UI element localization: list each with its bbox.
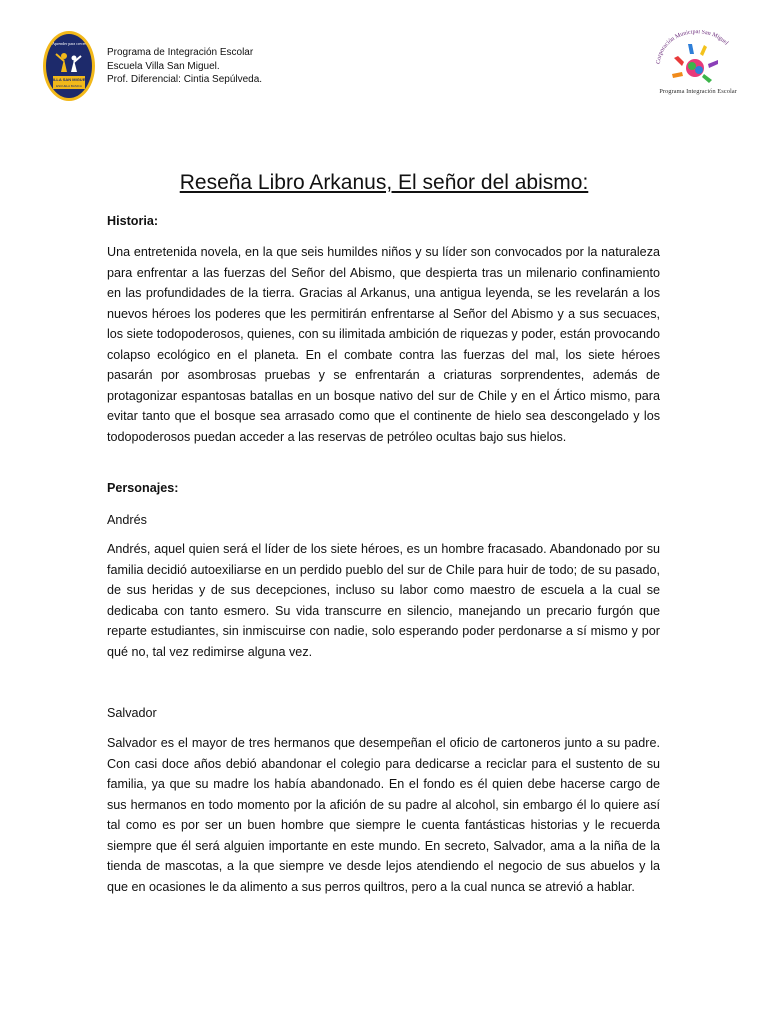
logo-school-type: ESCUELA BASICA: [56, 84, 82, 88]
logo-school-name: VILLA SAN MIGUEL: [50, 77, 88, 82]
salvador-name: Salvador: [107, 706, 157, 720]
school-logo: [42, 30, 96, 102]
header-school: Escuela Villa San Miguel.: [107, 60, 220, 72]
historia-heading: Historia:: [107, 214, 159, 228]
logo-motto: Aprender para crecer: [52, 41, 86, 46]
salvador-paragraph: Salvador es el mayor de tres hermanos que desempeñan el oficio de cartoneros junto a su padre. Con casi doce años debió abandonar el colegio para dedicarse a reciclar para el sustento de su familia, ya que su madre los había abandonado. En el fondo es él quien debe hacerse cargo de sus hermanos en todo momento por la afición de su padre al alcohol, sin embargo él lo quiere así tal como es por ser un buen hombre que siempre le cuenta fantásticas historias y le recuerda siempre que él será alguien importante en este mundo. En secreto, Salvador, ama a la niña de la tienda de mascotas, a la que siempre ve desde lejos atendiendo el negocio de sus abuelos y la que en ocasiones le da alimento a sus perros quiltros, pero a la cual nunca se atrevió a hablar.: [107, 736, 660, 894]
header-block: [107, 46, 262, 87]
historia-paragraph: Una entretenida novela, en la que seis humildes niños y su líder son convocados por la naturaleza para enfrentar a las fuerzas del Señor del Abismo, que despierta tras un milenario confinamiento en las profundidades de la tierra. Gracias al Arkanus, una antigua leyenda, se les revelarán a los nuevos héroes los poderes que les permitirán enfrentarse al Señor del Abismo y a sus secuaces, los siete todopoderosos, quienes, con su ilimitada ambición de riquezas y poder, están provocando colapso ecológico en el planeta. En el combate contra las fuerzas del mal, los siete héroes pasarán por asombrosas pruebas y se enfrentarán a criaturas sorprendentes, además de protagonizar espantosas batallas en un bosque nativo del sur de Chile y en el Ártico mismo, para evitar tanto que el bosque sea arrasado como que el continente de hielo sea descongelado y los todopoderosos puedan acceder a las reservas de petróleo ocultas bajo sus hielos.: [107, 245, 660, 444]
header-program: Programa de Integración Escolar: [107, 47, 254, 58]
personajes-heading: Personajes:: [107, 481, 179, 495]
document-title: Reseña Libro Arkanus, El señor del abismo:: [179, 171, 589, 194]
logo-arc-text: Corporación Municipal San Miguel: [655, 30, 730, 65]
andres-paragraph: Andrés, aquel quien será el líder de los siete héroes, es un hombre fracasado. Abandonado por su familia decidió autoexiliarse en un perdido pueblo del sur de Chile para huir de todo; de su pasado, de sus heridas y de sus decepciones, incluso su labor como maestro de escuela a la cual se dedicaba con tanto esmero. Su vida transcurre en silencio, manejando un precario furgón que reparte estudiantes, sin inmiscuirse con nadie, solo esperando poder perdonarse a sí mismo y por qué no, tal vez redimirse alguna vez.: [107, 542, 660, 659]
program-logo-caption: Programa Integración Escolar: [659, 88, 737, 95]
header-teacher: Prof. Diferencial: Cintia Sepúlveda.: [107, 74, 263, 85]
program-logo: [652, 30, 738, 102]
andres-name: Andrés: [107, 513, 147, 527]
hands-icon: [672, 44, 718, 83]
